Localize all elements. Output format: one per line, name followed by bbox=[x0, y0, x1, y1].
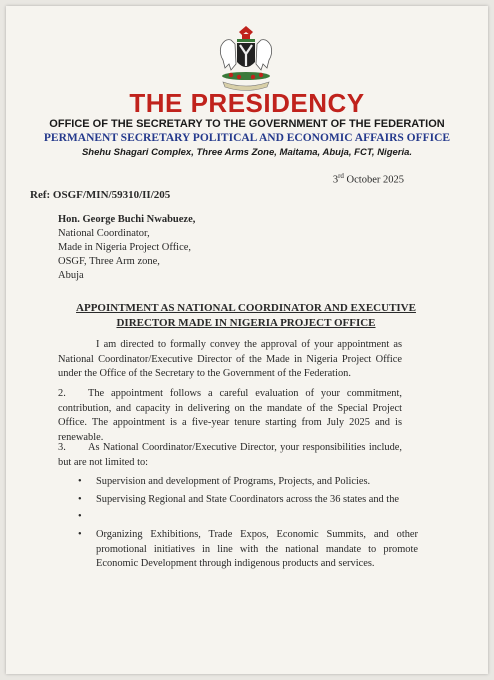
list-item-text: Organizing Exhibitions, Trade Expos, Economic Summits, and other promotional initiatives in line with the national mandate to promote Economic Development through indigenous products and services. bbox=[96, 529, 418, 569]
recipient-block bbox=[58, 213, 195, 283]
letterhead-address: Shehu Shagari Complex, Three Arms Zone, Maitama, Abuja, FCT, Nigeria. bbox=[81, 147, 413, 158]
date-day: 3 bbox=[332, 174, 339, 186]
recipient-line: National Coordinator, bbox=[58, 228, 150, 239]
paragraph-number: 3. bbox=[58, 442, 66, 453]
letterhead-department: PERMANENT SECRETARY POLITICAL AND ECONOMIC AFFAIRS OFFICE bbox=[43, 132, 451, 144]
list-item-text: Supervision and development of Programs, Projects, and Policies. bbox=[96, 476, 371, 487]
list-item bbox=[78, 493, 418, 508]
letter-date bbox=[333, 172, 404, 186]
reference-number: Ref: OSGF/MIN/59310/II/205 bbox=[30, 189, 171, 201]
letterhead-office: OFFICE OF THE SECRETARY TO THE GOVERNMENT OF THE FEDERATION bbox=[49, 118, 445, 130]
date-suffix: rd bbox=[338, 172, 344, 180]
recipient-line: OSGF, Three Arm zone, bbox=[58, 256, 160, 267]
paragraph-3 bbox=[58, 441, 402, 470]
letterhead-title: THE PRESIDENCY bbox=[129, 88, 365, 118]
bullet-icon: • bbox=[78, 511, 82, 522]
paragraph-3-text: As National Coordinator/Executive Director, your responsibilities include, but are not limited to: bbox=[58, 442, 402, 468]
responsibilities-list bbox=[78, 475, 418, 575]
bullet-icon: • bbox=[78, 493, 82, 505]
recipient-name: Hon. George Buchi Nwabueze, bbox=[58, 214, 196, 225]
list-item-text: Supervising Regional and State Coordinators across the 36 states and the bbox=[96, 493, 400, 505]
subject-line-1: APPOINTMENT AS NATIONAL COORDINATOR AND EXECUTIVE bbox=[76, 302, 416, 314]
date-rest: October 2025 bbox=[343, 174, 404, 186]
paragraph-1: I am directed to formally convey the approval of your appointment as National Coordinator/Executive Director of the Made in Nigeria Project Office under the Office of the Secretary to the Government of the Federation. bbox=[58, 339, 402, 379]
paragraph-number: 2. bbox=[58, 388, 66, 399]
paragraph-2 bbox=[58, 387, 402, 445]
letter-page bbox=[6, 6, 488, 674]
list-item bbox=[78, 510, 418, 525]
list-item bbox=[78, 475, 418, 490]
subject-line-2: DIRECTOR MADE IN NIGERIA PROJECT OFFICE bbox=[116, 317, 376, 329]
bullet-icon: • bbox=[78, 529, 82, 540]
list-item bbox=[78, 528, 418, 572]
recipient-line: Made in Nigeria Project Office, bbox=[58, 242, 192, 253]
letter-subject bbox=[46, 301, 446, 331]
recipient-line: Abuja bbox=[58, 270, 84, 281]
coat-of-arms-icon bbox=[209, 24, 283, 92]
paragraph-2-text: The appointment follows a careful evaluation of your commitment, contribution, and capacity in delivering on the mandate of the Special Project Office. The appointment is a five-year tenure starting from July 2025 and is renewable. bbox=[58, 388, 402, 443]
bullet-icon: • bbox=[78, 476, 82, 487]
